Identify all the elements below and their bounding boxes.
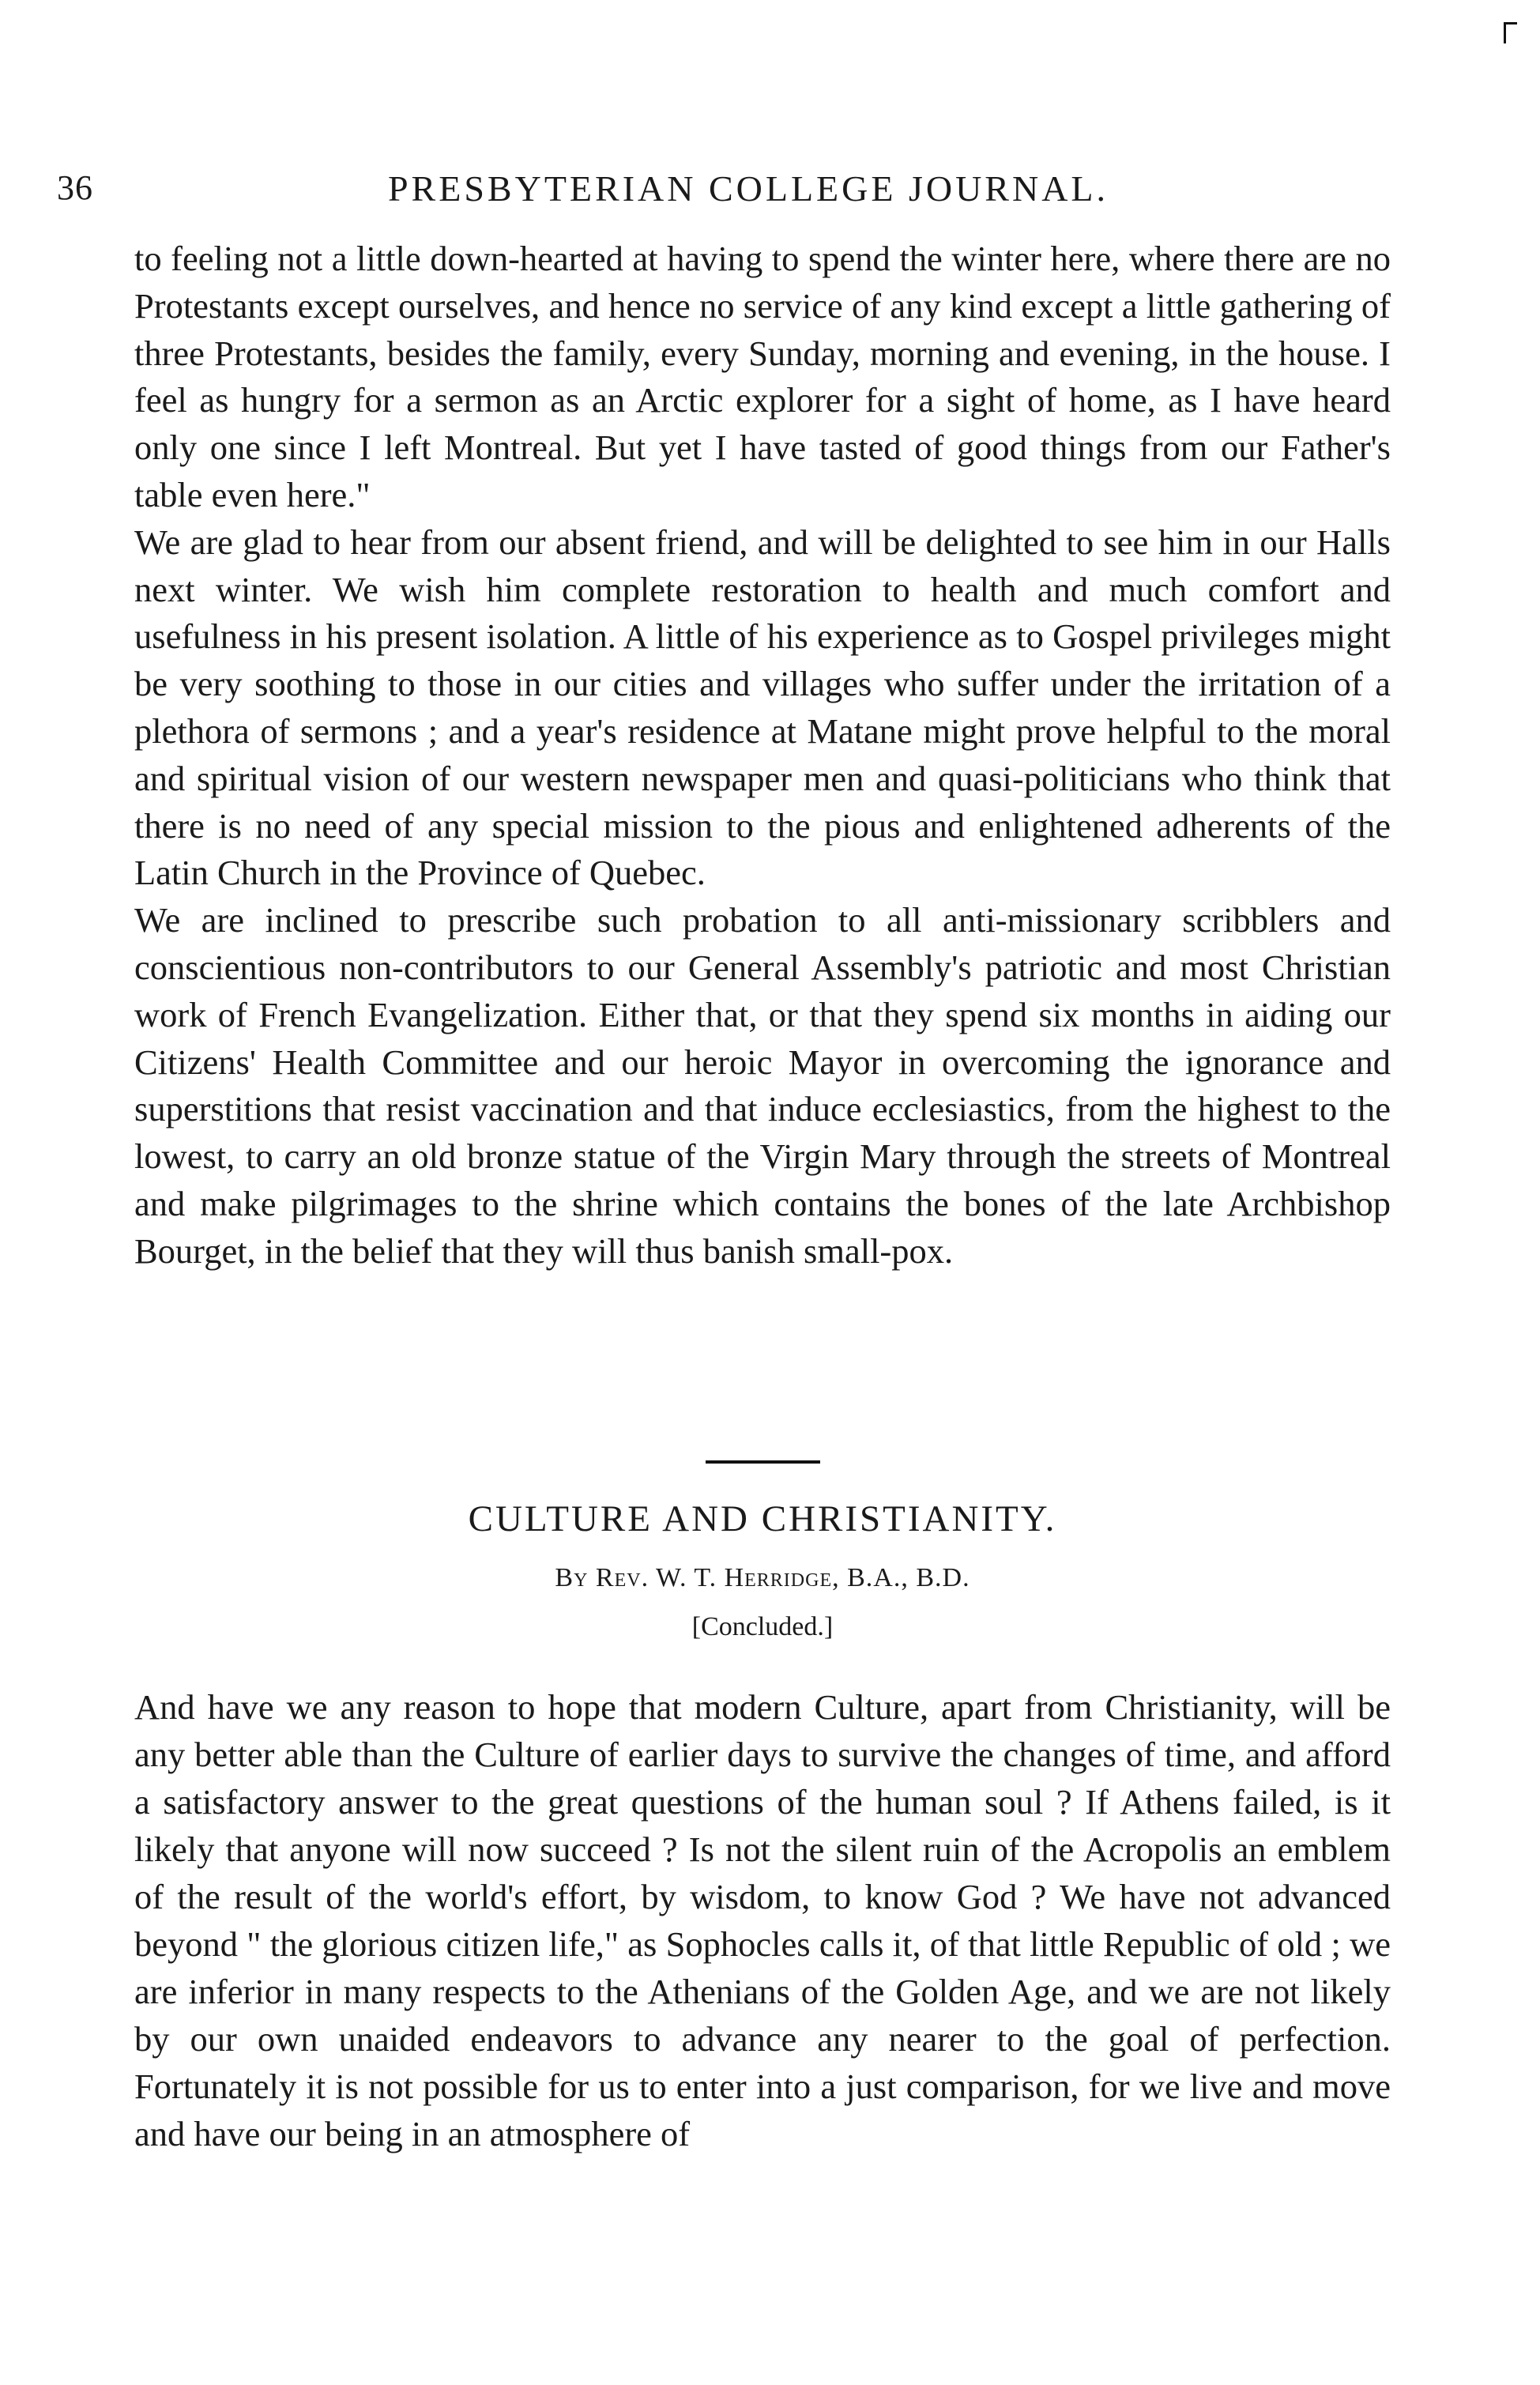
page-header <box>57 168 1392 215</box>
paragraph: And have we any reason to hope that modern Culture, apart from Christianity, will be any better able than the Culture of earlier days to survive the changes of time, and afford a satisfactory answer to the great questions of the human soul ? If Athens failed, is it likely that anyone will now succeed ? Is not the silent ruin of the Acropolis an emblem of the result of the world's effort, by wisdom, to know God ? We have not advanced beyond " the glorious citizen life," as Sophocles calls it, of that little Republic of old ; we are inferior in many respects to the Athenians of the Golden Age, and we are not likely by our own unaided endeavors to advance any nearer to the goal of perfection. Fortunately it is not possible for us to enter into a just comparison, for we live and move and have our being in an atmosphere of <box>134 1687 1391 2153</box>
running-title: PRESBYTERIAN COLLEGE JOURNAL. <box>387 168 1109 209</box>
page-corner-mark <box>1504 22 1517 43</box>
page-number: 36 <box>57 168 93 207</box>
paragraph: to feeling not a little down-hearted at having to spend the winter here, where there are no Protestants except ourselves, and hence no service of any kind except a little gathering of three Protestants, besides the family, every Sunday, morning and evening, in the house. I feel as hungry for a sermon as an Arctic explorer for a sight of home, as I have heard only one since I left Montreal. But yet I have tasted of good things from our Father's table even here." <box>134 239 1391 514</box>
section-divider <box>706 1460 820 1464</box>
paragraph: We are inclined to prescribe such probation to all anti-missionary scribblers and conscientious non-contributors to our General Assembly's patriotic and most Christian work of French Evangelization. Either that, or that they spend six months in aiding our Citizens' Health Committee and our heroic Mayor in overcoming the ignorance and superstitions that resist vaccination and that induce ecclesiastics, from the highest to the lowest, to carry an old bronze statue of the Virgin Mary through the streets of Montreal and make pilgrimages to the shrine which contains the bones of the late Archbishop Bourget, in the belief that they will thus banish small-pox. <box>134 900 1391 1271</box>
article-byline: By Rev. W. T. Herridge, B.A., B.D. <box>555 1563 970 1592</box>
article-title: CULTURE AND CHRISTIANITY. <box>468 1498 1057 1539</box>
article-status: [Concluded.] <box>691 1612 834 1641</box>
paragraph: We are glad to hear from our absent friend, and will be delighted to see him in our Halls next winter. We wish him complete restoration to health and much comfort and usefulness in his present isolation. A little of his experience as to Gospel privileges might be very soothing to those in our cities and villages who suffer under the irritation of a plethora of sermons ; and a year's residence at Matane might prove helpful to the moral and spiritual vision of our western newspaper men and quasi-politicians who think that there is no need of any special mission to the pious and enlightened adherents of the Latin Church in the Province of Quebec. <box>134 522 1391 893</box>
article-body <box>134 1683 1391 2157</box>
continued-article-text <box>134 235 1391 1275</box>
